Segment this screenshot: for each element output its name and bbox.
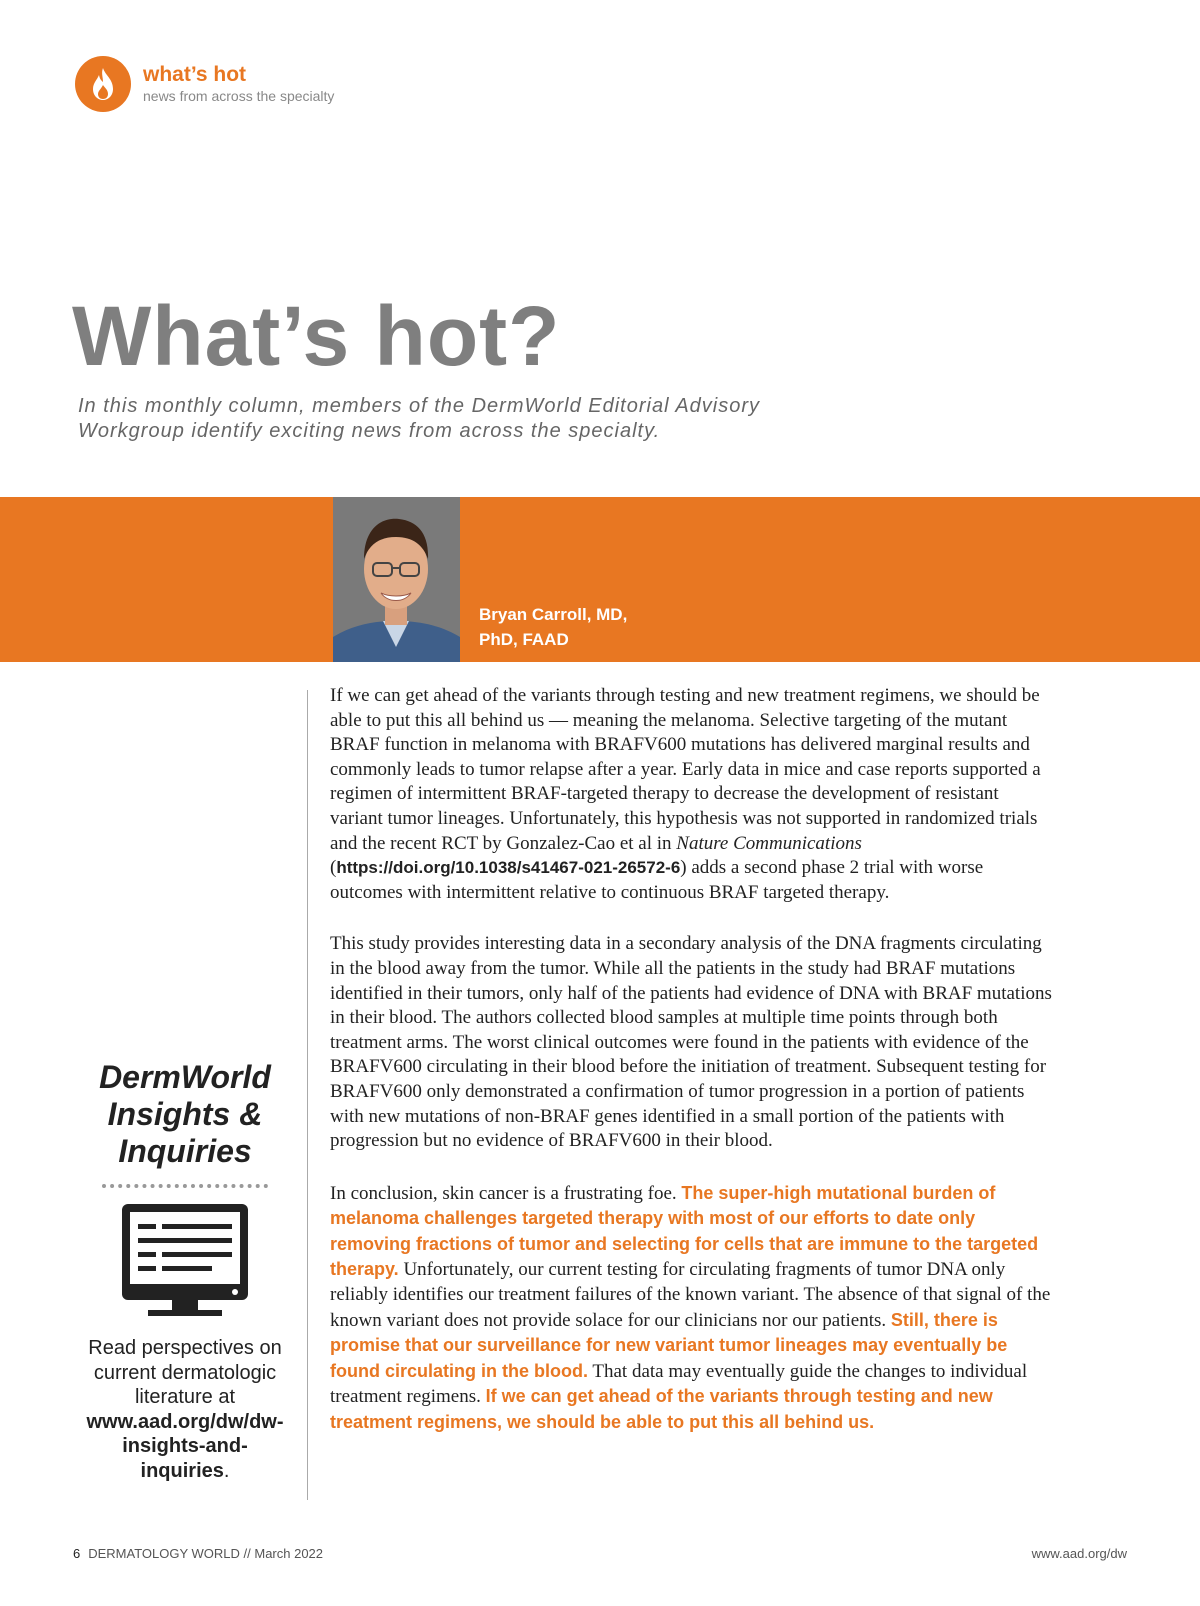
page-title: What’s hot?	[72, 289, 561, 383]
page-number: 6	[73, 1546, 81, 1561]
paragraph-2: This study provides interesting data in a secondary analysis of the DNA fragments circulating in the blood away from the tumor. While all the patients in the study had BRAF mutations identified in their tumors, only half of the patients had evidence of DNA with BRAF mutations in their blood. The authors collected blood samples at multiple time points through both treatment arms. The worst clinical outcomes were found in the patients with evidence of the BRAFV600 circulating in their blood before the initiation of treatment. Subsequent testing for BRAFV600 only demonstrated a confirmation of tumor progression in a portion of patients with new mutations of non-BRAF genes identified in a small portion of the patients with progression but no evidence of BRAFV600 in their blood.	[330, 933, 1052, 1152]
sidebar-title-line2: Insights &	[107, 1096, 263, 1132]
sidebar-title-line1: DermWorld	[99, 1059, 271, 1095]
paragraph-3	[330, 1181, 1052, 1436]
footer-left	[73, 1546, 323, 1561]
article-body	[330, 684, 1052, 1463]
author-photo	[333, 497, 460, 662]
intro-text: In this monthly column, members of the DermWorld Editorial Advisory Workgroup identify exciting news from across the specialty.	[78, 395, 761, 442]
sidebar-title-line3: Inquiries	[118, 1133, 252, 1169]
sidebar-description: Read perspectives on current dermatologic literature at	[88, 1337, 282, 1408]
section-title: what’s hot	[143, 63, 247, 86]
insights-link[interactable]: www.aad.org/dw/dw-insights-and-inquiries	[86, 1410, 284, 1482]
highlight-3: If we can get ahead of the variants through testing and new treatment regimens, we should be able to put this all behind us.	[330, 1386, 993, 1433]
doi-link[interactable]: https://doi.org/10.1038/s41467-021-26572-6	[336, 858, 681, 878]
author-name-line1: Bryan Carroll, MD,	[479, 605, 628, 624]
highlight-2: Still, there is promise that our surveillance for new variant tumor lineages may eventually be found circulating in the blood.	[330, 1309, 1008, 1381]
text-run: ) adds a second phase 2 trial with worse outcomes with intermittent relative to continuous BRAF targeted therapy.	[330, 857, 984, 903]
text-run: If we can get ahead of the variants through testing and new treatment regimens, we should be able to put this all behind us — meaning the melanoma. Selective targeting of the mutant BRAF function in melanoma with BRAFV600 mutations has delivered marginal results and commonly leads to tumor relapse after a year. Early data in mice and case reports supported a regimen of intermittent BRAF-targeted therapy to decrease the development of resistant variant tumor lineages. Unfortunately, this hypothesis was not supported in randomized trials and the recent RCT by Gonzalez-Cao et al in	[330, 685, 1041, 854]
journal-name: Nature Communications	[676, 832, 862, 854]
highlight-1: The super-high mutational burden of melanoma challenges targeted therapy with most of our efforts to date only removing fractions of tumor and selecting for cells that are immune to the targeted therapy.	[330, 1182, 1039, 1280]
publication-name: DERMATOLOGY WORLD // March 2022	[88, 1546, 324, 1561]
author-name	[479, 602, 627, 652]
insights-sidebar	[85, 1059, 285, 1483]
sidebar-text	[85, 1336, 285, 1483]
author-name-line2: PhD, FAAD	[479, 630, 569, 649]
monitor-icon	[120, 1202, 250, 1318]
text-run: In conclusion, skin cancer is a frustrating foe.	[330, 1182, 682, 1204]
dotted-divider	[102, 1184, 268, 1188]
sidebar-title	[85, 1059, 285, 1170]
footer-url[interactable]: www.aad.org/dw	[1031, 1546, 1127, 1561]
sidebar-period: .	[223, 1459, 230, 1482]
text-run: That data may eventually guide the changes to individual treatment regimens.	[330, 1360, 1028, 1408]
paragraph-1	[330, 684, 1052, 905]
section-subtitle: news from across the specialty	[143, 88, 335, 104]
text-run: (	[330, 857, 337, 879]
flame-icon	[75, 56, 131, 112]
column-divider	[307, 690, 308, 1500]
section-header	[75, 56, 334, 112]
text-run: Unfortunately, our current testing for circulating fragments of tumor DNA only reliably identifies our treatment failures of the known variant. The absence of that signal of the known variant does not provide solace for our clinicians nor our patients.	[330, 1259, 1051, 1331]
